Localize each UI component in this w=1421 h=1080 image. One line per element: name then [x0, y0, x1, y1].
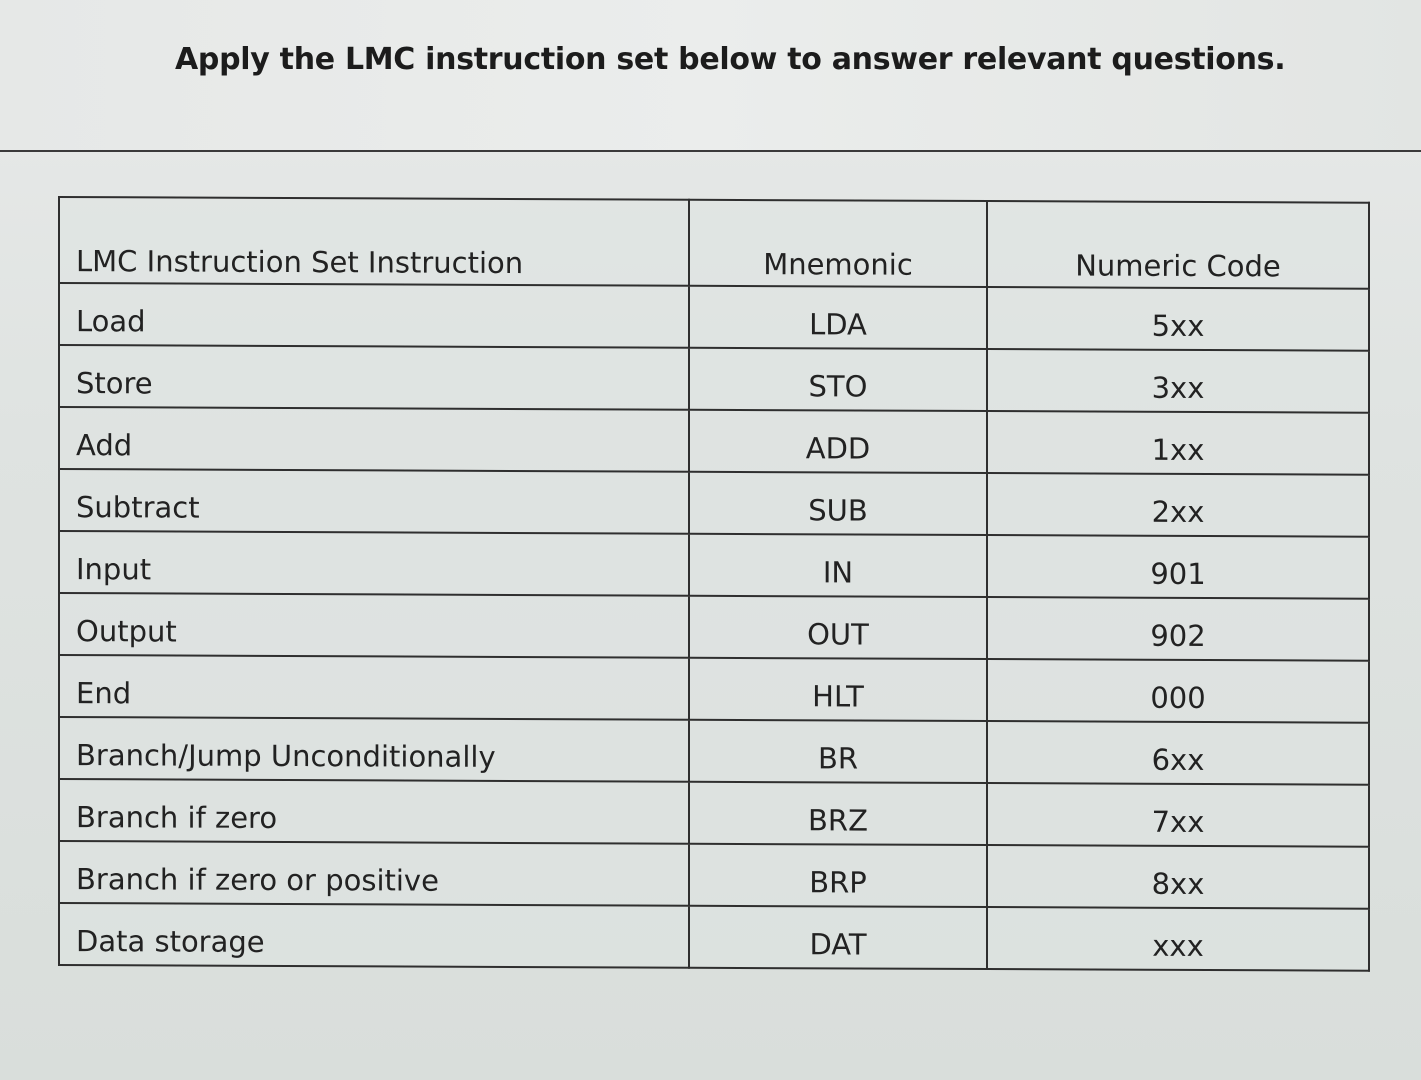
cell-instruction: Branch if zero — [59, 779, 689, 844]
cell-numeric-code: 000 — [987, 659, 1369, 723]
column-header-mnemonic: Mnemonic — [689, 200, 987, 287]
table-body — [59, 283, 1369, 971]
table-row — [59, 717, 1369, 785]
cell-mnemonic: BR — [689, 720, 987, 783]
cell-numeric-code: 1xx — [987, 411, 1369, 475]
cell-instruction: Data storage — [59, 903, 689, 968]
cell-mnemonic: BRP — [689, 844, 987, 907]
cell-numeric-code: 5xx — [987, 287, 1369, 351]
cell-mnemonic: OUT — [689, 596, 987, 659]
cell-numeric-code: 6xx — [987, 721, 1369, 785]
table-row — [59, 841, 1369, 909]
cell-mnemonic: SUB — [689, 472, 987, 535]
cell-instruction: Load — [59, 283, 689, 348]
lmc-table-container — [58, 196, 1348, 972]
cell-numeric-code: xxx — [987, 907, 1369, 971]
table-row — [59, 345, 1369, 413]
cell-instruction: Subtract — [59, 469, 689, 534]
cell-instruction: Input — [59, 531, 689, 596]
cell-numeric-code: 7xx — [987, 783, 1369, 847]
cell-mnemonic: STO — [689, 348, 987, 411]
cell-instruction: Add — [59, 407, 689, 472]
cell-instruction: End — [59, 655, 689, 720]
lmc-instruction-table — [58, 196, 1370, 972]
table-row — [59, 469, 1369, 537]
table-row — [59, 407, 1369, 475]
header-divider — [0, 150, 1421, 152]
cell-mnemonic: BRZ — [689, 782, 987, 845]
column-header-instruction: LMC Instruction Set Instruction — [59, 197, 689, 286]
table-row — [59, 655, 1369, 723]
table-row — [59, 531, 1369, 599]
cell-mnemonic: LDA — [689, 286, 987, 349]
table-row — [59, 593, 1369, 661]
cell-instruction: Branch/Jump Unconditionally — [59, 717, 689, 782]
cell-numeric-code: 2xx — [987, 473, 1369, 537]
table-row — [59, 779, 1369, 847]
table-row — [59, 283, 1369, 351]
cell-mnemonic: HLT — [689, 658, 987, 721]
cell-numeric-code: 8xx — [987, 845, 1369, 909]
cell-numeric-code: 902 — [987, 597, 1369, 661]
cell-instruction: Output — [59, 593, 689, 658]
cell-instruction: Store — [59, 345, 689, 410]
table-row — [59, 903, 1369, 971]
cell-mnemonic: IN — [689, 534, 987, 597]
cell-numeric-code: 901 — [987, 535, 1369, 599]
cell-numeric-code: 3xx — [987, 349, 1369, 413]
cell-mnemonic: ADD — [689, 410, 987, 473]
table-header-row — [59, 197, 1369, 289]
instruction-heading: Apply the LMC instruction set below to answer relevant questions. — [175, 42, 1286, 77]
column-header-numeric-code: Numeric Code — [987, 201, 1369, 289]
cell-instruction: Branch if zero or positive — [59, 841, 689, 906]
cell-mnemonic: DAT — [689, 906, 987, 969]
